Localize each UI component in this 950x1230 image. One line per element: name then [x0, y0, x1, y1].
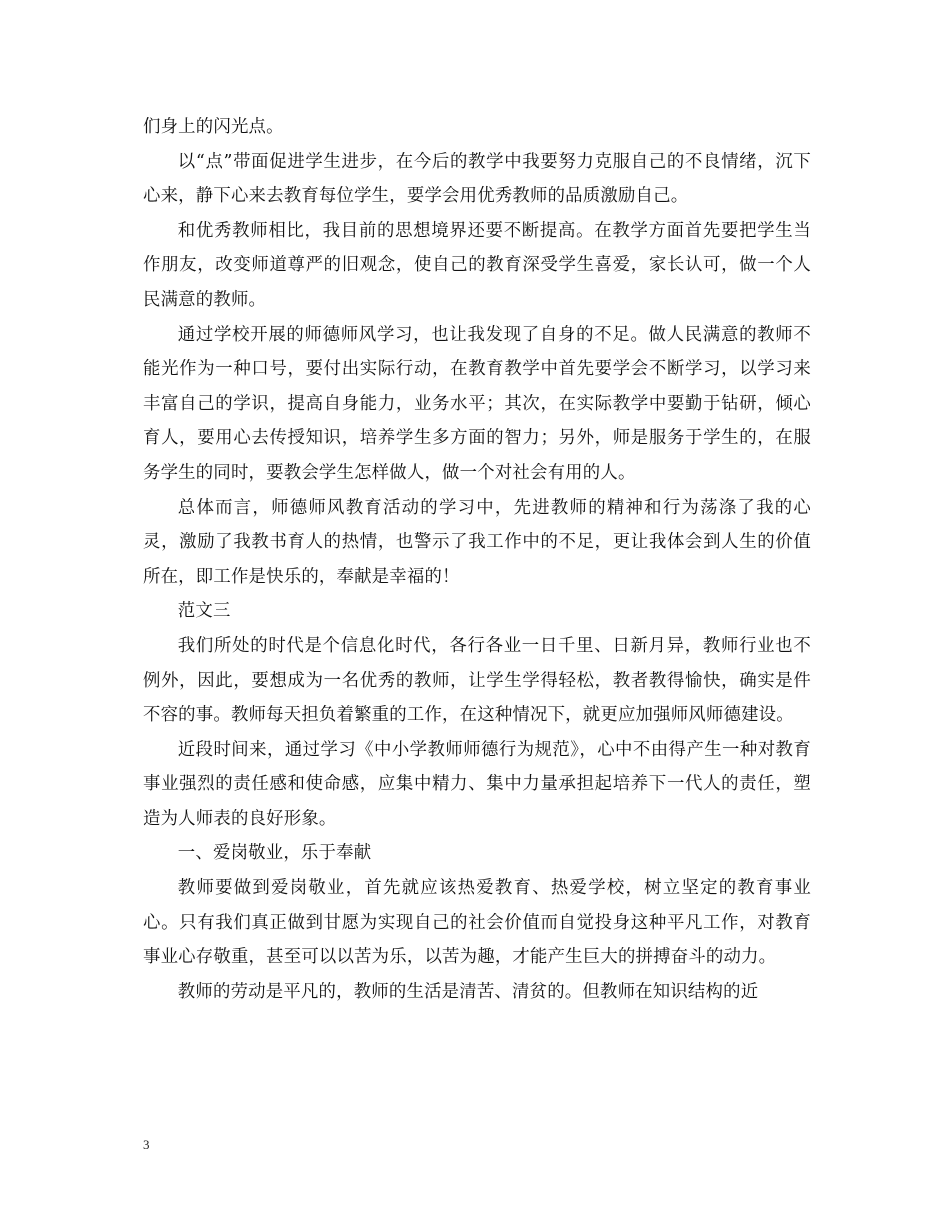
paragraph: 我们所处的时代是个信息化时代，各行各业一日千里、日新月异，教师行业也不例外，因此，要想成为一名优秀的教师，让学生学得轻松，教者教得愉快，确实是件不容的事。教师每天担负着繁重的工作，在这种情况下，就更应加强师风师德建设。: [143, 635, 811, 726]
paragraph: 近段时间来，通过学习《中小学教师师德行为规范》，心中不由得产生一种对教育事业强烈的责任感和使命感，应集中精力、集中力量承担起培养下一代人的责任，塑造为人师表的良好形象。: [143, 739, 811, 829]
paragraph: 通过学校开展的师德师风学习，也让我发现了自身的不足。做人民满意的教师不能光作为一种口号，要付出实际行动，在教育教学中首先要学会不断学习，以学习来丰富自己的学识，提高自身能力，业务水平；其次，在实际教学中要勤于钻研，倾心育人，要用心去传授知识，培养学生多方面的智力；另外，师是服务于学生的，在服务学生的同时，要教会学生怎样做人，做一个对社会有用的人。: [143, 324, 811, 483]
paragraph: 教师的劳动是平凡的，教师的生活是清苦、清贫的。但教师在知识结构的近: [177, 981, 759, 1002]
document-body: [143, 110, 811, 1009]
paragraph: 总体而言，师德师风教育活动的学习中，先进教师的精神和行为荡涤了我的心灵，激励了我教书育人的热情，也警示了我工作中的不足，更让我体会到人生的价值所在，即工作是快乐的，奉献是幸福的！: [143, 497, 811, 587]
subsection-heading: 一、爱岗敬业，乐于奉献: [177, 843, 372, 864]
paragraph: 和优秀教师相比，我目前的思想境界还要不断提高。在教学方面首先要把学生当作朋友，改变师道尊严的旧观念，使自己的教育深受学生喜爱，家长认可，做一个人民满意的教师。: [143, 220, 811, 310]
page-number: 3: [143, 1137, 150, 1152]
paragraph: 教师要做到爱岗敬业，首先就应该热爱教育、热爱学校，树立坚定的教育事业心。只有我们真正做到甘愿为实现自己的社会价值而自觉投身这种平凡工作，对教育事业心存敬重，甚至可以以苦为乐，以苦为趣，才能产生巨大的拼搏奋斗的动力。: [143, 878, 811, 968]
paragraph: 以“点”带面促进学生进步，在今后的教学中我要努力克服自己的不良情绪，沉下心来，静下心来去教育每位学生，要学会用优秀教师的品质激励自己。: [143, 151, 811, 207]
section-heading: 范文三: [177, 601, 231, 622]
paragraph: 们身上的闪光点。: [143, 117, 284, 137]
